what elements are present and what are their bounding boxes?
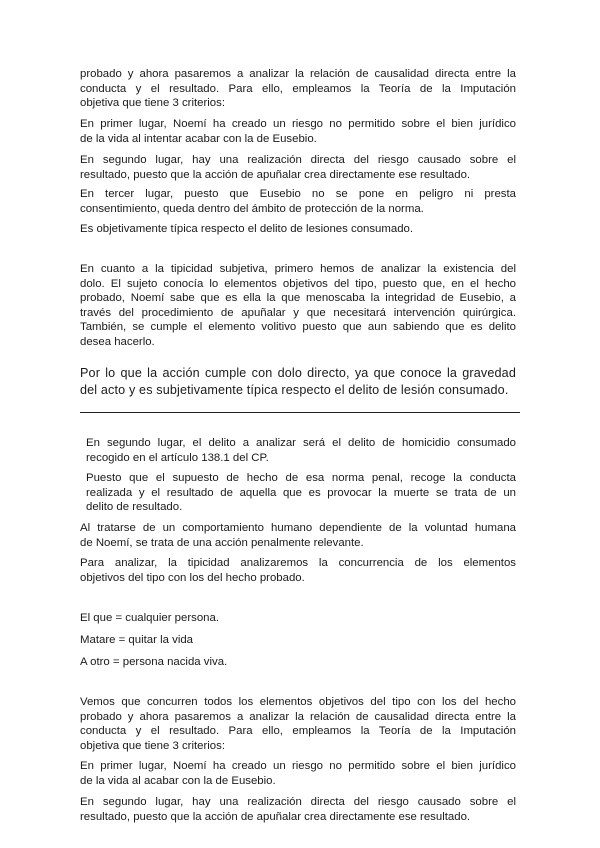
text-line: través del procedimiento de apuñalar y que necesitará intervención quirúrgica.	[80, 306, 516, 319]
text-line: consentimiento, queda dentro del ámbito de protección de la norma.	[80, 202, 424, 215]
horizontal-divider	[80, 412, 520, 413]
paragraph-concurrencia	[80, 695, 516, 753]
text-line: probado, Noemí sabe que es ella la que menoscaba la integridad de Eusebio, a	[80, 292, 516, 305]
text-line: Al tratarse de un comportamiento humano dependiente de la voluntad humana	[80, 522, 516, 534]
text-line: objetivos del tipo con los del hecho probado.	[80, 571, 305, 584]
text-line: resultado, puesto que la acción de apuñalar crea directamente ese resultado.	[80, 168, 471, 181]
paragraph-segundo-criterio-homicidio	[80, 795, 516, 824]
paragraph-segundo-criterio	[80, 153, 516, 182]
text-line: recogido en el artículo 138.1 del CP.	[86, 451, 269, 464]
text-line: de Noemí, se trata de una acción penalmente relevante.	[80, 536, 364, 549]
paragraph-primer-criterio	[80, 117, 516, 146]
text-line: En tercer lugar, puesto que Eusebio no se pone en peligro ni presta	[80, 188, 516, 200]
text-line: En segundo lugar, hay una realización directa del riesgo causado sobre el	[80, 796, 516, 808]
text-line: Matare = quitar la vida	[80, 634, 194, 646]
text-line: Por lo que la acción cumple con dolo directo, ya que conoce la gravedad	[80, 366, 516, 380]
text-line: del acto y es subjetivamente típica respecto el delito de lesión consumado.	[80, 382, 509, 397]
paragraph-accion-relevante	[80, 521, 516, 550]
text-line: En primer lugar, Noemí ha creado un riesgo no permitido sobre el bien jurídico	[80, 118, 516, 130]
text-line: conducta y el resultado. Para ello, empleamos la Teoría de la Imputación	[80, 82, 516, 95]
text-line: probado y ahora pasaremos a analizar la relación de causalidad directa entre la	[80, 68, 516, 80]
element-matare	[80, 633, 516, 648]
element-el-que	[80, 611, 516, 626]
text-line: Vemos que concurren todos los elementos objetivos del tipo con los del hecho	[80, 696, 516, 708]
text-line: dolo. El sujeto conocía lo elementos objetivos del tipo, puesto que, en el hecho	[80, 277, 516, 290]
text-line: objetiva que tiene 3 criterios:	[80, 97, 225, 110]
text-line: de la vida al intentar acabar con la de Eusebio.	[80, 132, 317, 145]
text-line: realizada y el resultado de aquella que es provocar la muerte se trata de un	[86, 486, 516, 499]
text-line: de la vida al acabar con la de Eusebio.	[80, 774, 276, 787]
paragraph-para-analizar	[80, 556, 516, 585]
text-line: conducta y el resultado. Para ello, empleamos la Teoría de la Imputación	[80, 725, 516, 738]
text-line: desea hacerlo.	[80, 335, 155, 348]
text-line: objetiva que tiene 3 criterios:	[80, 739, 225, 752]
text-line: Para analizar, la tipicidad analizaremos la concurrencia de los elementos	[80, 557, 516, 569]
text-line: En cuanto a la tipicidad subjetiva, primero hemos de analizar la existencia del	[80, 263, 516, 275]
paragraph-homicidio-intro	[86, 436, 516, 465]
element-a-otro	[80, 655, 516, 670]
text-line: En segundo lugar, hay una realización directa del riesgo causado sobre el	[80, 154, 516, 166]
text-line: Puesto que el supuesto de hecho de esa norma penal, recoge la conducta	[86, 472, 516, 484]
paragraph-tipicidad-subjetiva	[80, 262, 516, 350]
text-line: En segundo lugar, el delito a analizar será el delito de homicidio consumado	[86, 437, 516, 449]
text-line: resultado, puesto que la acción de apuñalar crea directamente ese resultado.	[80, 810, 471, 823]
paragraph-causalidad-intro	[80, 67, 516, 111]
paragraph-tercer-criterio	[80, 187, 516, 216]
text-line: delito de resultado.	[86, 501, 183, 514]
text-line: probado y ahora pasaremos a analizar la relación de causalidad directa entre la	[80, 710, 516, 723]
paragraph-dolo-directo	[80, 365, 516, 399]
text-line: También, se cumple el elemento volitivo puesto que aun sabiendo que es delito	[80, 321, 516, 334]
paragraph-primer-criterio-homicidio	[80, 759, 516, 788]
text-line: A otro = persona nacida viva.	[80, 656, 228, 668]
paragraph-conclusion-objetiva	[80, 222, 516, 237]
text-line: El que = cualquier persona.	[80, 612, 219, 624]
text-line: En primer lugar, Noemí ha creado un riesgo no permitido sobre el bien jurídico	[80, 760, 516, 772]
paragraph-delito-resultado	[86, 471, 516, 515]
text-line: Es objetivamente típica respecto el delito de lesiones consumado.	[80, 223, 414, 235]
